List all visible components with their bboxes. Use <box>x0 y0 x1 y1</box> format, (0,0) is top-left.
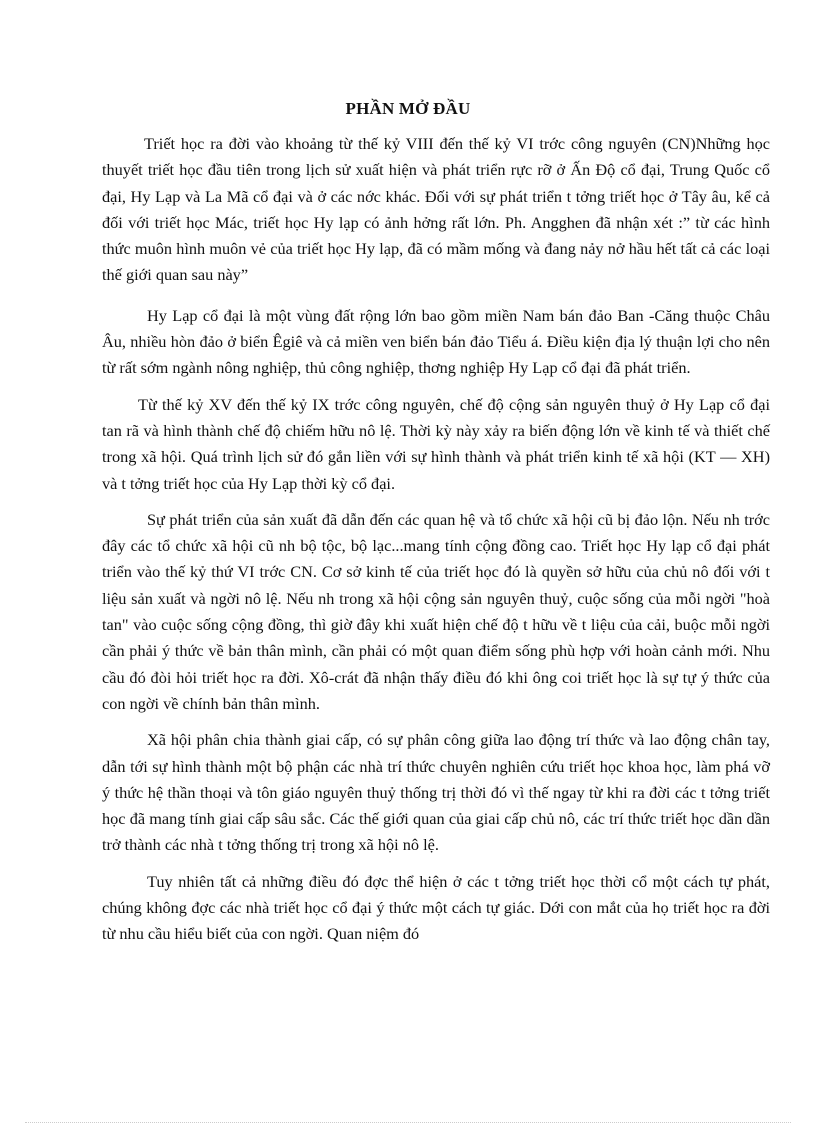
paragraph-intro: Triết học ra đời vào khoảng từ thế kỷ VIII đến thế kỷ VI trớc công nguyên (CN)Những học thuyết triết học đầu tiên trong lịch sử xuất hiện và phát triển rực rỡ ở Ấn Độ cổ đại, Trung Quốc cổ đại, Hy Lạp và La Mã cổ đại và ở các nớc khác. Đối với sự phát triển t tởng triết học ở Tây âu, kể cả đối với triết học Mác, triết học Hy lạp có ảnh hởng rất lớn. Ph. Angghen đã nhận xét :” từ các hình thức muôn hình muôn vẻ của triết học Hy lạp, đã có mầm mống và đang nảy nở hầu hết tất cả các loại thế giới quan sau này” <box>102 134 770 285</box>
paragraph-history: Từ thế kỷ XV đến thế kỷ IX trớc công nguyên, chế độ cộng sản nguyên thuỷ ở Hy Lạp cổ đại tan rã và hình thành chế độ chiếm hữu nô lệ. Thời kỳ này xảy ra biến động lớn về kinh tế và thiết chế trong xã hội. Quá trình lịch sử đó gắn liền với sự hình thành và phát triển kinh tế xã hội (KT — XH) và t tởng triết học của Hy Lạp thời kỳ cổ đại. <box>102 394 770 493</box>
paragraph-geography: Hy Lạp cổ đại là một vùng đất rộng lớn bao gồm miền Nam bán đảo Ban -Căng thuộc Châu Âu, nhiều hòn đảo ở biển Êgiê và cả miền ven biển bán đảo Tiểu á. Điều kiện địa lý thuận lợi cho nên từ rất sớm ngành nông nghiệp, thủ công nghiệp, thơng nghiệp Hy Lạp cổ đại đã phát triển. <box>102 305 770 378</box>
paragraph-class-division: Xã hội phân chia thành giai cấp, có sự phân công giữa lao động trí thức và lao động chân tay, dẫn tới sự hình thành một bộ phận các nhà trí thức chuyên nghiên cứu triết học khoa học, làm phá vỡ ý thức hệ thần thoại và tôn giáo nguyên thuỷ thống trị thời đó vì thế ngay từ khi ra đời các t tởng triết học đã mang tính giai cấp sâu sắc. Các thế giới quan của giai cấp chủ nô, các trí thức triết học dần dần trở thành các nhà t tởng thống trị trong xã hội nô lệ. <box>102 730 770 855</box>
paragraph-social-change: Sự phát triển của sản xuất đã dẫn đến các quan hệ và tổ chức xã hội cũ bị đảo lộn. Nếu nh trớc đây các tổ chức xã hội cũ nh bộ tộc, bộ lạc...mang tính cộng đồng cao. Triết học Hy lạp cổ đại phát triển vào thế kỷ thứ VI trớc CN. Cơ sở kinh tế của triết học đó là quyền sở hữu của chủ nô đối với t liệu sản xuất và ngời nô lệ. Nếu nh trong xã hội cộng sản nguyên thuỷ, cuộc sống của mỗi ngời "hoà tan" vào cuộc sống cộng đồng, thì giờ đây khi xuất hiện chế độ t hữu về t liệu của cải, buộc mỗi ngời cần phải ý thức về bản thân mình, cần phải có một quan điểm sống phù hợp với hoàn cảnh mới. Nhu cầu đó đòi hỏi triết học ra đời. Xô-crát đã nhận thấy điều đó khi ông coi triết học là sự tự ý thức của con ngời về chính bản thân mình. <box>102 509 770 713</box>
paragraph-conclusion: Tuy nhiên tất cả những điều đó đợc thể hiện ở các t tởng triết học thời cổ một cách tự phát, chúng không đợc các nhà triết học cổ đại ý thức một cách tự giác. Dới con mắt của họ triết học ra đời từ nhu cầu hiểu biết của con ngời. Quan niệm đó <box>102 871 770 944</box>
page-title: PHẦN MỞ ĐẦU <box>345 99 471 118</box>
document-body <box>102 131 770 948</box>
